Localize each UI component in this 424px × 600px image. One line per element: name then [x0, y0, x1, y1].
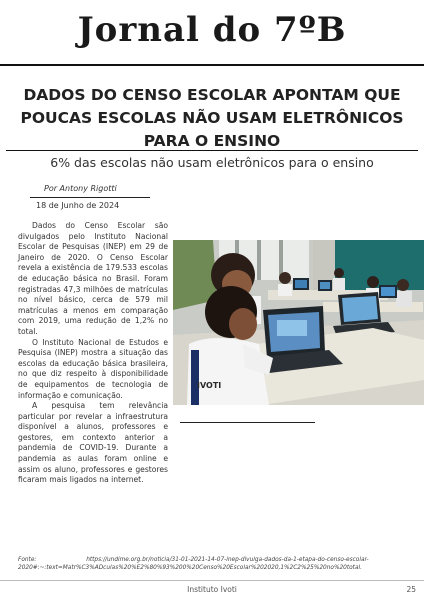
photo-rule: [180, 422, 315, 423]
article-body: [18, 221, 168, 486]
source-link[interactable]: https://undime.org.br/noticia/31-01-2021-14-07-inep-divulga-dados-da-1-etapa-do-censo-escolar-2020#:~:text=Matr%C3%ADculas%20%E2%80%93%200%20Censo%20Escolar%202020,1%2C2%25%20no%20total.: [18, 557, 369, 571]
source-label: Fonte:: [18, 557, 37, 563]
source-citation: [18, 557, 408, 572]
article-paragraph: O Instituto Nacional de Estudos e Pesquisa (INEP) mostra a situação das escolas da educação básica brasileira, no que diz respeito à disponibilidade de equipamentos de tecnologia de informação e comunicação.: [18, 337, 168, 400]
masthead-rule: [0, 64, 424, 66]
article-byline: Por Antony Rigotti: [44, 184, 117, 193]
masthead-title: Jornal do 7ºB: [77, 10, 347, 50]
article-headline: DADOS DO CENSO ESCOLAR APONTAM QUE POUCAS ESCOLAS NÃO USAM ELETRÔNICOS PARA O ENSINO: [20, 86, 404, 151]
article-paragraph: A pesquisa tem relevância particular por revelar a infraestrutura disponível a alunos, professores e gestores, em contexto anterior a pandemia de COVID-19. Durante a pandemia as aulas foram online e assim os aluno, professores e gestores ficaram mais ligados na internet.: [18, 401, 168, 485]
page-number: 25: [406, 585, 416, 594]
classroom-photo: [173, 240, 424, 405]
article-subheadline: 6% das escolas não usam eletrônicos para o ensino: [50, 155, 374, 170]
shirt-text: IVOTI: [197, 381, 222, 390]
headline-rule: [6, 150, 418, 151]
article-paragraph: Dados do Censo Escolar são divulgados pelo Instituto Nacional Escolar de Pesquisas (INEP) em 29 de Janeiro de 2020. O Censo Escolar revela a existência de 179.533 escolas de educação básica no Brasil. Foram registradas 47,3 milhões de matrículas no nível básico, cerca de 579 mil matrículas a menos em comparação com 2019, uma redução de 1,2% no total.: [18, 221, 168, 336]
byline-rule: [30, 197, 150, 198]
footer-publisher: Instituto Ivoti: [187, 585, 237, 594]
article-date: 18 de Junho de 2024: [36, 201, 120, 210]
footer-rule: [0, 580, 424, 581]
